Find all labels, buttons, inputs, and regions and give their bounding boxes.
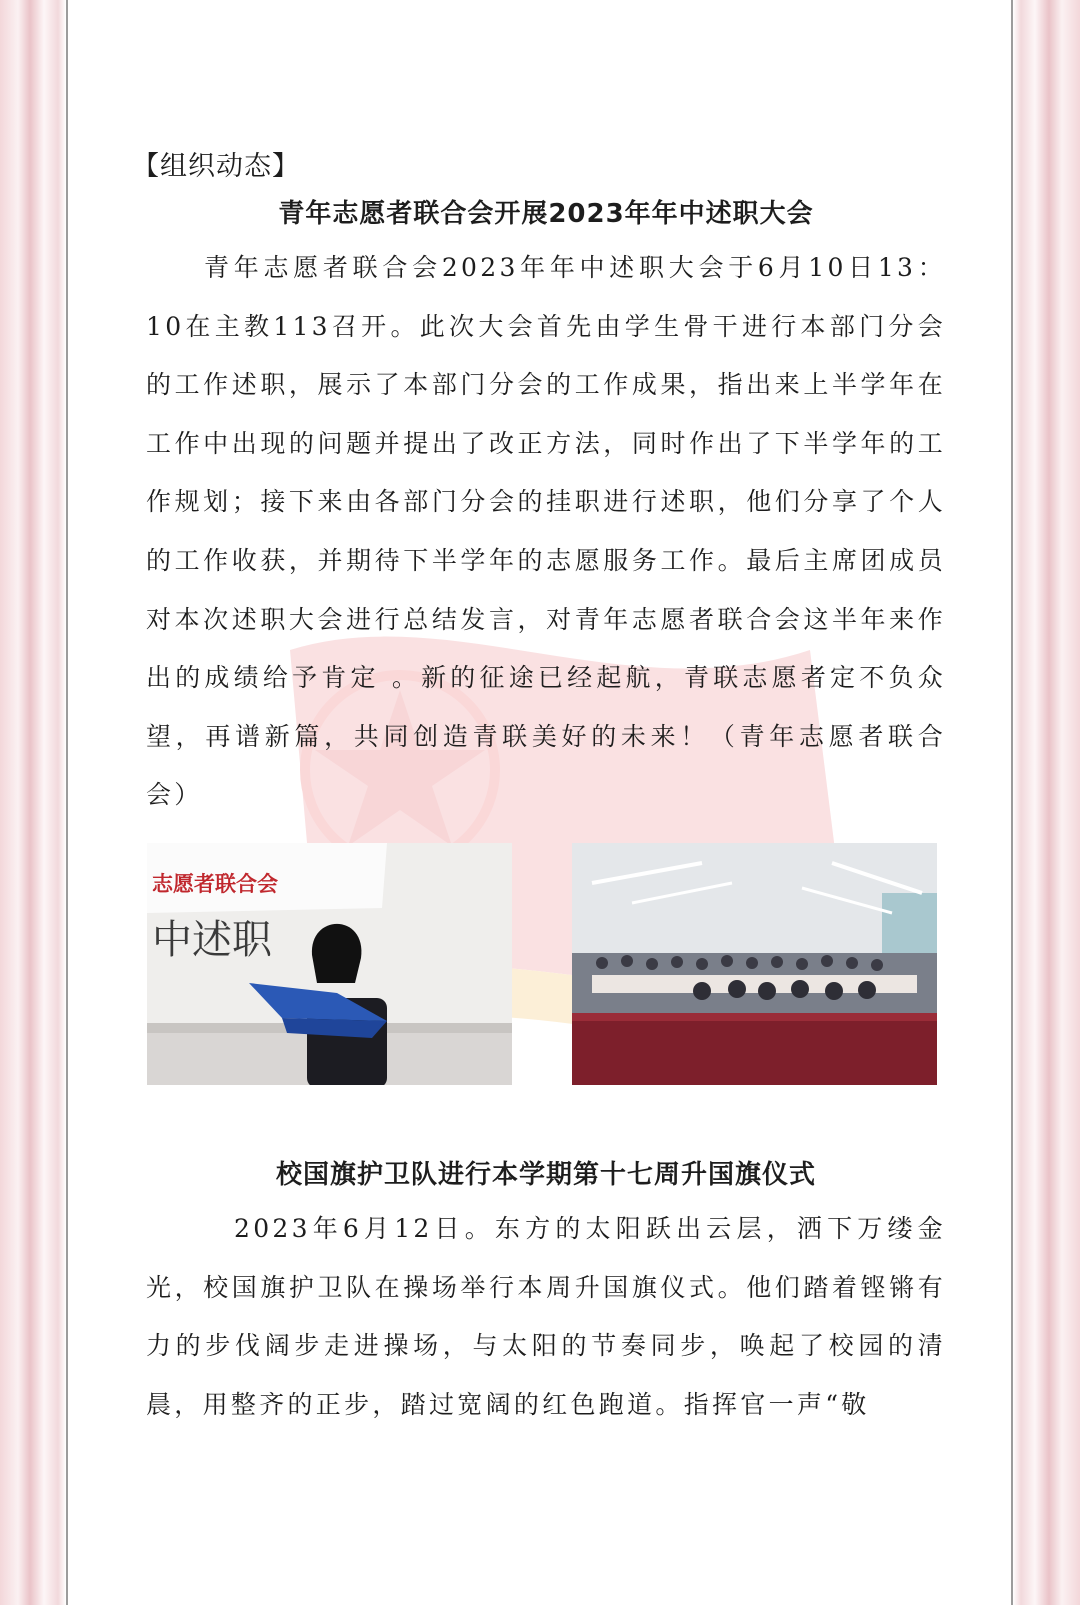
meeting-hall-photo: [572, 843, 937, 1085]
article-1-title: 青年志愿者联合会开展2023年年中述职大会: [278, 199, 814, 229]
section-tag: 【组织动态】: [132, 151, 300, 182]
article-1-body: 青年志愿者联合会2023年年中述职大会于6月10日13：10在主教113召开。此次大会首先由学生骨干进行本部门分会的工作述职，展示了本部门分会的工作成果，指出来上半学年在工作中出现的问题并提出了改正方法，同时作出了下半学年的工作规划；接下来由各部门分会的挂职进行述职，他们分享了个人的工作收获，并期待下半学年的志愿服务工作。最后主席团成员对本次述职大会进行总结发言，对青年志愿者联合会这半年来作出的成绩给予肯定 。新的征途已经起航，青联志愿者定不负众望，再谱新篇，共同创造青联美好的未来！（青年志愿者联合会）: [146, 253, 946, 810]
speaker-photo-banner-text: 志愿者联合会: [152, 871, 278, 896]
article-2-body: 2023年6月12日。东方的太阳跃出云层，洒下万缕金光，校国旗护卫队在操场举行本周升国旗仪式。他们踏着铿锵有力的步伐阔步走进操场，与太阳的节奏同步，唤起了校园的清晨，用整齐的正步，踏过宽阔的红色跑道。指挥官一声“敬: [146, 1214, 946, 1419]
article-1: [132, 145, 946, 825]
photo-row: [147, 843, 937, 1085]
article-2-title: 校国旗护卫队进行本学期第十七周升国旗仪式: [275, 1160, 816, 1190]
speaker-photo-board-text: 中述职: [152, 917, 272, 963]
speaker-photo: [147, 843, 512, 1085]
article-2: [146, 1150, 946, 1434]
